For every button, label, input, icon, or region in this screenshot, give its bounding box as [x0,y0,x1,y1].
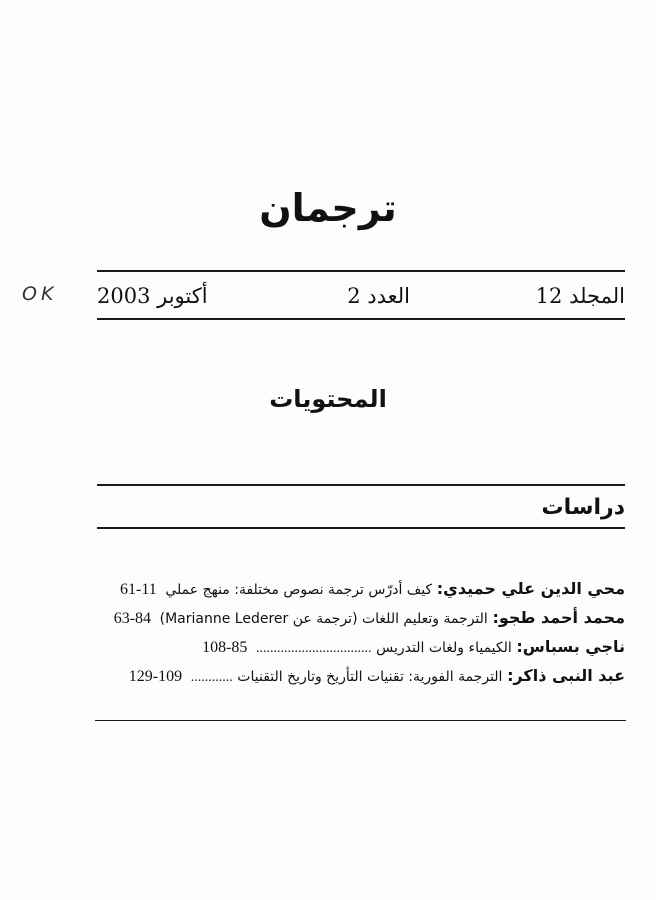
toc-article-title: الكيمياء ولغات التدريس [376,640,512,656]
toc-author: محمد أحمد طجو: [492,608,625,627]
toc-page-range: 85-108 [202,639,248,656]
toc-author: عبد النبى ذاكر: [507,666,625,685]
toc-article-title: الترجمة الفورية: تقنيات التأريخ وتاريخ التقنيات [237,669,503,685]
toc-author: محي الدين علي حميدي: [436,579,625,598]
issue-date-label: أكتوبر 2003 [97,284,208,308]
volume-label: المجلد 12 [535,284,625,308]
issue-number-label: العدد 2 [347,284,410,308]
toc-leader-dots: ................................. [256,641,372,656]
toc-article-title: الترجمة وتعليم اللغات (ترجمة عن Marianne Lederer) [159,611,488,627]
toc-page-range: 109-129 [128,668,183,685]
handwritten-margin-note: OK [22,283,58,305]
header-top-rule [97,270,625,272]
section-top-rule [97,484,625,486]
toc-article-title: كيف أدرّس ترجمة نصوص مختلفة: منهج عملي [165,582,433,598]
toc-page-range: 11-61 [120,581,157,598]
toc-entry [97,603,625,632]
toc-leader-dots: ............ [190,670,233,685]
section-heading: دراسات [541,495,625,520]
section-bottom-rule [97,527,625,529]
toc-list [97,574,625,690]
header-bottom-rule [97,318,625,320]
toc-entry [97,661,625,690]
toc-entry [97,632,625,661]
toc-page-range: 63-84 [113,610,152,627]
issue-info-row [97,284,625,314]
journal-title: ترجمان [259,186,397,230]
toc-bottom-rule [95,720,626,721]
toc-author: ناجي بسباس: [516,637,625,656]
toc-entry [97,574,625,603]
contents-heading: المحتويات [269,385,387,413]
